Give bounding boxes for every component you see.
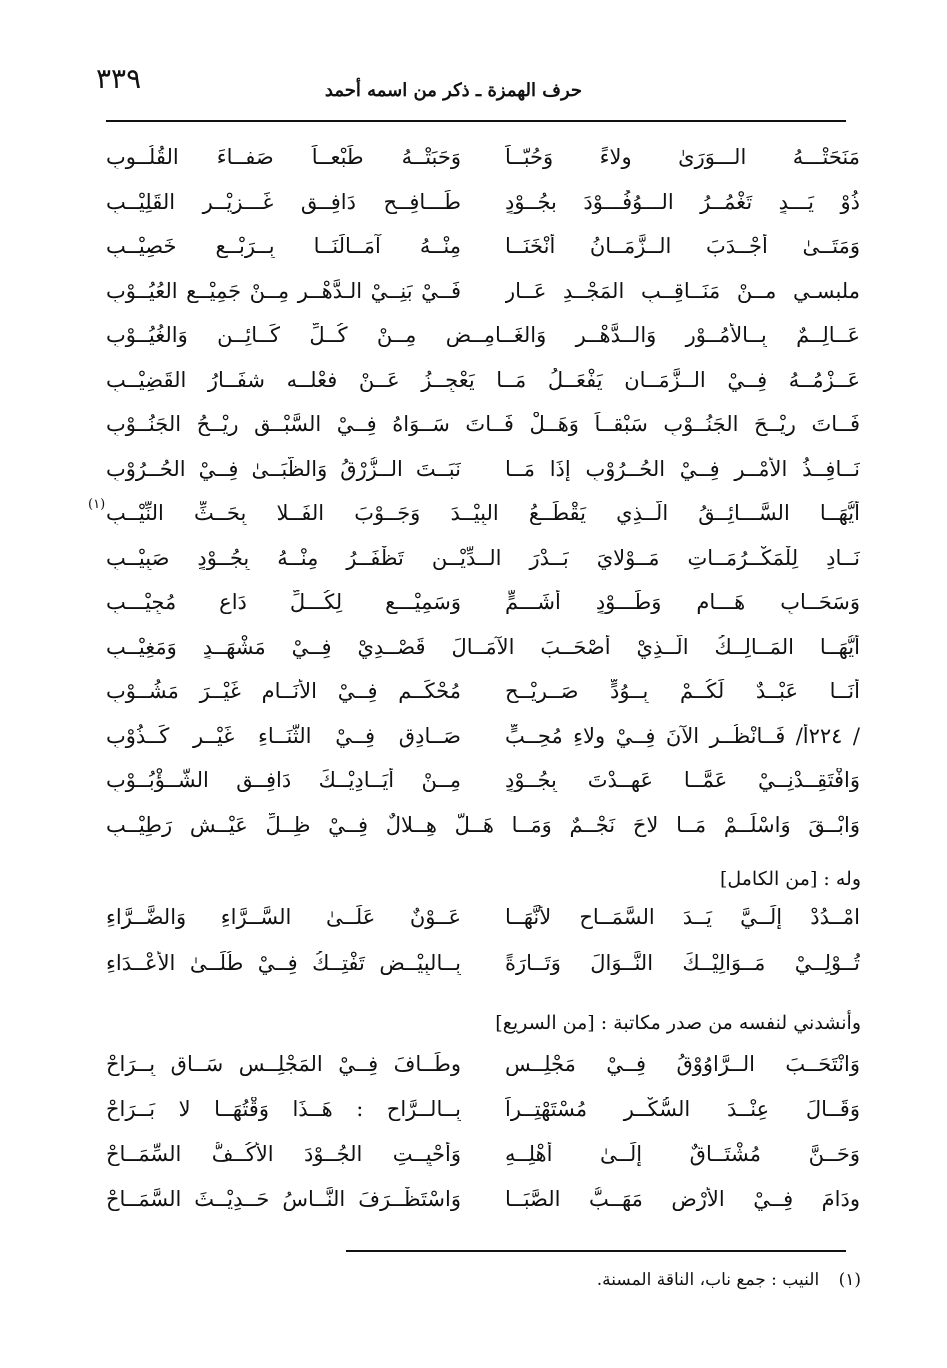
verse-second-hemistich: مِــنْ أَيَــادِيْــكَ دَافِــقِ الشُّــؤْبُــوْبِ <box>106 768 461 792</box>
verse-line <box>106 1097 860 1133</box>
verse-second-hemistich: وَسَمِيْـــعٍ لِكُـــلِّ دَاعٍ مُجِيْـــبِ <box>106 590 461 614</box>
verse-line <box>106 234 860 270</box>
verse-first-hemistich: / ٢٢٤أ/ فَــانْظُــرِ الآنَ فِــيْ ولاءِ مُحِــبٍّ <box>505 723 860 748</box>
footnote-marker: (١) <box>88 497 106 512</box>
verse-line <box>106 905 860 941</box>
verse-line <box>106 951 860 987</box>
verse-line <box>106 724 860 760</box>
verse-line <box>106 1187 860 1223</box>
verse-full-line: عَــالِــمٌ بِــالأُمُــوْرِ وَالــدَّهْــرِ وَالغَــامِــضِ مِــنْ كُــلِّ كَــائِــنٍ وَالغُيُــوْبِ <box>106 323 860 347</box>
verse-second-hemistich: طَـــافِــحٍ دَافِــقٍ غَـــزِيْــرِ القَلِيْــبِ <box>106 189 461 214</box>
verse-first-hemistich: ملبسـي مــنْ مَنَــاقِــبِ المَجْــدِ عَــارٍ <box>505 278 860 303</box>
verse-first-hemistich: نَــافِــذُ الأَمْــرِ فِــيْ الحُــرُوْبِ إِذَا مَــا <box>505 456 860 481</box>
verse-first-hemistich: وَقَــالَ عِنْــدَ السُّكْــرِ مُسْتَهْتِــراً <box>505 1097 860 1121</box>
page-number: ٣٣٩ <box>96 62 142 95</box>
verse-line <box>106 457 860 493</box>
footnote-text: النيب : جمع ناب، الناقة المسنة. <box>596 1270 820 1290</box>
verse-second-hemistich: مِنْــهُ آمَــالَنَــا بِــرَبْــعٍ خَصِيْــبِ <box>106 234 461 258</box>
verse-full-line: عَــزْمُــهُ فِــيْ الــزَّمَــانِ يَفْعَــلُ مَــا يَعْجِــزُ عَــنْ فعْلــه شفَــارُ القَضِيْــبِ <box>106 367 860 392</box>
verse-line <box>106 412 860 448</box>
verse-first-hemistich: أَنَــا عَبْــدٌ لَكُــمْ بِــوُدٍّ صَــرِيْــحٍ <box>505 679 860 703</box>
verse-line <box>106 323 860 359</box>
verse-line <box>106 1052 860 1088</box>
verse-full-line: نَــادِ لِلْمَكْــرُمَــاتِ مَــوْلايَ بَــدْرَ الــدِّيْــنِ تَظْفَــرُ مِنْــهُ بِجُــوْدٍ صَبِيْــبِ <box>106 545 860 570</box>
verse-line <box>106 145 860 181</box>
poem-intro-3: وأنشدني لنفسه من صدر مكاتبة : [من السريع] <box>495 1012 861 1034</box>
verse-first-hemistich: وَانْتَحَــبَ الــرَّاوُوْقُ فِــيْ مَجْلِــسٍ <box>505 1052 860 1076</box>
verse-first-hemistich: وَافْتَقِــدْنِــيْ عَمَّــا عَهِــدْتَ بِجُــوْدٍ <box>505 768 860 792</box>
verse-first-hemistich: ودَامَ فِــيْ الأَرْضِ مَهَــبُّ الصَّبَــا <box>505 1187 860 1211</box>
verse-second-hemistich: وَأُحْيِــتِ الجُــوْدَ الأَكُــفُّ السِّمَــاحْ <box>106 1142 461 1166</box>
verse-full-line: وَابْــقَ وَاسْلَــمْ مَــا لاحَ نَجْــمٌ وَمَــا هَــلَّ هِــلالٌ فِــيْ ظِــلِّ عَيْــشٍ رَطِيْــبِ <box>106 812 860 837</box>
verse-second-hemistich: وطَــافَ فِــيْ المَجْلِــسِ سَــاقٍ بِــرَاحْ <box>106 1052 461 1076</box>
verse-line <box>106 190 860 226</box>
footnote-rule <box>346 1250 846 1252</box>
verse-line <box>106 1142 860 1178</box>
verse-line <box>106 813 860 849</box>
verse-first-hemistich: وَسَحَــابٍ هَـــامٍ وَطَـــوْدٍ أَشَـــمٍّ <box>505 590 860 614</box>
verse-second-hemistich: بِــالبِيْــضِ تَفْتِــكُ فِــيْ طُلَــىٰ الأَعْــدَاءِ <box>106 951 461 975</box>
footnote <box>597 1270 861 1290</box>
verse-first-hemistich: وَحَــنَّ مُشْتَــاقٌ إِلَــىٰ أَهْلِــهِ <box>505 1142 860 1166</box>
verse-first-hemistich: تُــوْلِــيْ مَــوَالِيْــكَ النَّــوَالَ وَتَــارَةً <box>505 951 860 975</box>
verse-line <box>106 546 860 582</box>
verse-full-line: أَيُّهَــا السَّـــائِــقُ الَّــذِي يَقْطَــعُ البِيْــدَ وَجَــوْبَ الفَــلا بِحَــثِّ النِّيْــبِ <box>106 501 860 525</box>
verse-line <box>88 497 860 537</box>
verse-line <box>106 368 860 404</box>
running-head: حرف الهمزة ـ ذكر من اسمه أحمد <box>324 80 582 101</box>
verse-line <box>106 768 860 804</box>
verse-second-hemistich: مُحْكَــمٍ فِــيْ الأَنَــامِ غَيْــرَ مَشُــوْبِ <box>106 679 461 703</box>
verse-second-hemistich: وَحَبَتْــهُ طَبْعــاً صَفــاءَ القُلُــوبِ <box>106 145 461 169</box>
verse-first-hemistich: ذُوْ يَـــدٍ تَغْمُــرُ الـــوُفُـــوْدَ بجُــوْدٍ <box>505 189 860 214</box>
poem-intro-2: وله : [من الكامل] <box>719 868 861 890</box>
verse-full-line: أَيُّهَــا المَــالِــكُ الَّــذِيْ أَصْحَــبَ الآمَــالَ قَصْــدِيْ فِــيْ مَشْهَــدٍ وَمَغِيْــبِ <box>106 634 860 659</box>
verse-second-hemistich: عَــوْنٌ عَلَــىٰ السَّــرَّاءِ وَالضَّــرَّاءِ <box>106 905 461 929</box>
verse-second-hemistich: بِــالــرَّاحِ : هَــذَا وَقْتُهَــا لا بَــرَاحْ <box>106 1097 461 1121</box>
verse-second-hemistich: فَــيْ بَنِــيْ الـدَّهْــرِ مِــنْ جَمِيْــعِ العُيُــوْبِ <box>106 278 461 303</box>
verse-first-hemistich: امْــدُدْ إِلَــيَّ يَــدَ السَّمَــاحِ لأَنَّهَــا <box>505 905 860 929</box>
verse-second-hemistich: صَــادِقٍ فِــيْ الثَّنَــاءِ غَيْــرِ كَــذُوْبِ <box>106 723 461 748</box>
verse-second-hemistich: نَبَــتَ الــزُّرْقُ وَالظُّبَــىٰ فِــيْ الحُــرُوْبِ <box>106 456 461 481</box>
verse-line <box>106 679 860 715</box>
verse-first-hemistich: وَمَتَــىٰ أَجْــدَبَ الــزَّمَــانُ أَنْخَنَــا <box>505 234 860 258</box>
verse-line <box>106 590 860 626</box>
verse-line <box>106 635 860 671</box>
footnote-number: (١) <box>838 1270 861 1290</box>
verse-first-hemistich: مَنَحَتْـــهُ الـــوَرَىٰ ولاءً وَحُبّــاً <box>505 145 860 169</box>
verse-line <box>106 279 860 315</box>
verse-full-line: فَــاتَ رِيْــحَ الجَنُــوْبِ سَبْقــاً وَهَــلْ فَــاتَ سَــوَاهُ فِــيْ السَّبْــقِ رِيْــحُ الجَنُــوْبِ <box>106 412 860 436</box>
header-rule <box>106 120 846 122</box>
verse-second-hemistich: وَاسْتَظْــرَفَ النَّــاسُ حَــدِيْــثَ السَّمَــاحْ <box>106 1187 461 1211</box>
